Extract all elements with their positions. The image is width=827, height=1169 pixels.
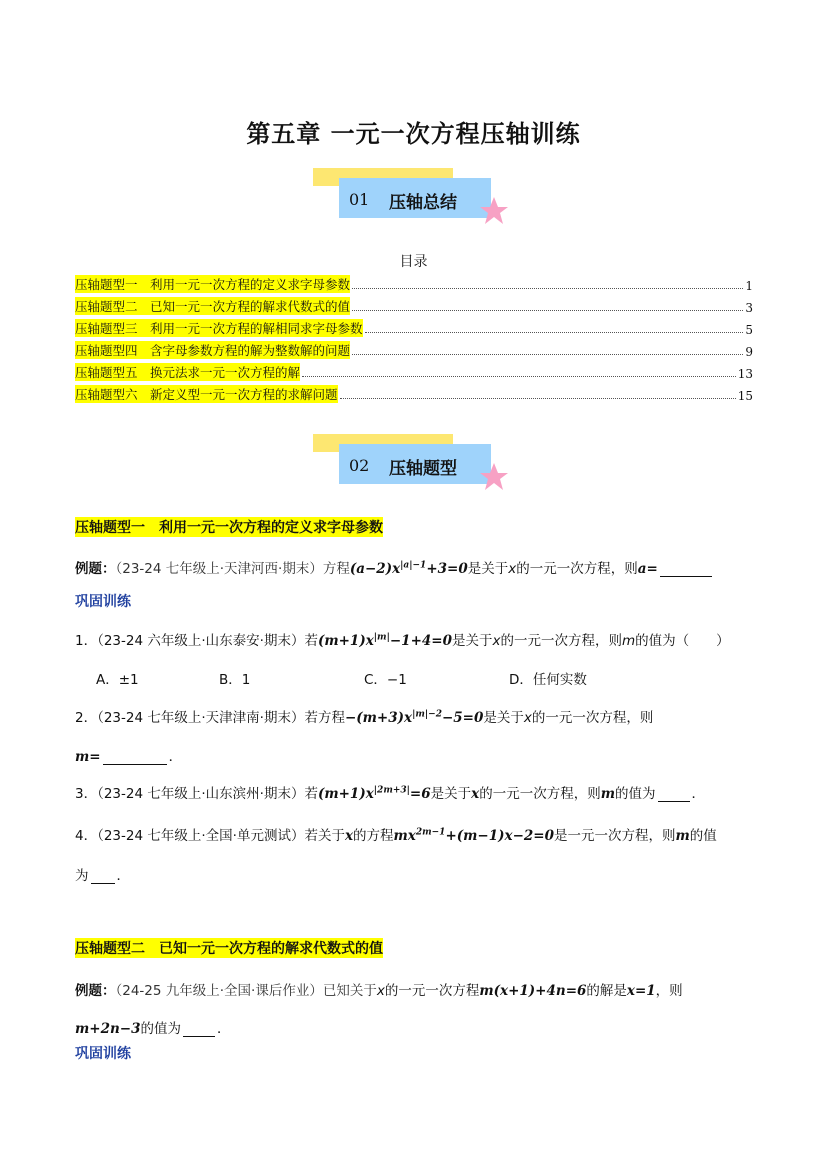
equation-exponent: |m|	[373, 632, 390, 643]
equation	[318, 633, 452, 649]
text: 的值为	[140, 1021, 182, 1037]
answer-blank[interactable]	[183, 1036, 215, 1037]
toc-item-label: 压轴题型四 含字母参数方程的解为整数解的问题	[75, 343, 351, 358]
equation	[394, 828, 554, 844]
solution: x=1	[626, 983, 656, 999]
toc-item[interactable]	[75, 315, 753, 337]
option-b[interactable]: B．1	[219, 672, 251, 688]
toc-item[interactable]	[75, 337, 753, 359]
equation-exponent: |2m+3|	[373, 785, 410, 796]
equation-exponent: |m|−2	[412, 709, 442, 720]
equation-exponent: 2m−1	[415, 827, 446, 838]
text: 的一元一次方程，则	[516, 561, 638, 577]
banner-title: 压轴题型	[389, 459, 457, 479]
equation-text: mx	[393, 828, 416, 844]
text: 是关于	[467, 561, 509, 577]
example-line2	[75, 1017, 231, 1037]
toc-item-label: 压轴题型五 换元法求一元一次方程的解	[75, 365, 301, 380]
text: 的一元一次方程	[384, 983, 480, 999]
toc-leader	[302, 376, 736, 377]
question-4-line2	[75, 864, 130, 884]
text: 的值为	[615, 786, 656, 802]
example-label: 例题：	[75, 561, 116, 577]
answer-var: a=	[637, 561, 658, 577]
toc-item-page: 3	[745, 301, 753, 315]
toc-item-label: 压轴题型六 新定义型一元一次方程的求解问题	[75, 387, 338, 402]
banner-number: 02	[349, 456, 370, 475]
section-heading: 压轴题型一 利用一元一次方程的定义求字母参数	[75, 517, 383, 537]
text: 的一元一次方程，则	[479, 786, 601, 802]
option-c[interactable]: C．−1	[364, 672, 407, 688]
answer-blank[interactable]	[658, 801, 690, 802]
answer-blank[interactable]	[91, 883, 115, 884]
text: ，则	[655, 983, 683, 999]
text: 是关于	[451, 633, 493, 649]
equation-text: (m+1)x	[317, 786, 374, 802]
question-3	[75, 782, 705, 802]
text: ．	[217, 1021, 231, 1037]
variable: x	[471, 786, 480, 802]
toc-item-page: 15	[737, 389, 753, 403]
question-source: 2．（23-24 七年级上·天津津南·期末）若方程	[75, 710, 345, 726]
equation-exponent: |a|−1	[400, 560, 427, 571]
equation-tail: =6	[409, 786, 431, 802]
text: 是一元一次方程，则	[554, 828, 676, 844]
practice-heading: 巩固训练	[75, 594, 131, 610]
toc-item-label: 压轴题型二 已知一元一次方程的解求代数式的值	[75, 299, 351, 314]
variable: m	[600, 786, 615, 802]
equation	[345, 710, 483, 726]
equation-text: −(m+3)x	[344, 710, 413, 726]
text: ．	[691, 786, 705, 802]
toc-item-label: 压轴题型三 利用一元一次方程的解相同求字母参数	[75, 321, 363, 336]
banner-number: 01	[349, 190, 370, 209]
toc-heading: 目录	[399, 254, 428, 270]
option-d[interactable]: D．任何实数	[509, 672, 587, 688]
text: ．	[116, 868, 130, 884]
question-source: 1．（23-24 六年级上·山东泰安·期末）若	[75, 633, 318, 649]
equation-text: (m+1)x	[317, 633, 374, 649]
banner-title: 压轴总结	[389, 193, 457, 213]
question-4	[75, 824, 717, 844]
answer-blank[interactable]	[103, 764, 167, 765]
toc-leader	[340, 398, 736, 399]
toc-leader	[352, 310, 743, 311]
toc-leader	[352, 354, 743, 355]
variable: x	[492, 633, 501, 649]
equation-tail: −5=0	[441, 710, 484, 726]
equation-text: (a−2)x	[349, 561, 401, 577]
example-source: （23-24 七年级上·天津河西·期末）方程	[115, 561, 350, 577]
variable: x	[523, 710, 532, 726]
equation-tail: +(m−1)x−2=0	[445, 828, 554, 844]
toc-item[interactable]	[75, 359, 753, 381]
text: 的方程	[353, 828, 394, 844]
text: 的值	[689, 828, 717, 844]
table-of-contents	[75, 271, 753, 403]
answer-var: m=	[75, 749, 101, 765]
star-icon	[479, 462, 509, 492]
text: 是关于	[430, 786, 472, 802]
text: 是关于	[483, 710, 524, 726]
star-icon	[479, 196, 509, 226]
toc-item[interactable]	[75, 271, 753, 293]
example-source: （24-25 九年级上·全国·课后作业）已知关于	[115, 983, 377, 999]
toc-item-page: 9	[745, 345, 753, 359]
toc-leader	[365, 332, 744, 333]
variable: x	[508, 561, 517, 577]
equation	[350, 561, 468, 577]
text: 的一元一次方程，则	[500, 633, 622, 649]
toc-item-label: 压轴题型一 利用一元一次方程的定义求字母参数	[75, 277, 351, 292]
text: 的解是	[586, 983, 627, 999]
section-banner-types	[313, 434, 513, 494]
section-banner-summary	[313, 168, 513, 228]
question-source: 3．（23-24 七年级上·山东滨州·期末）若	[75, 786, 318, 802]
question-2	[75, 706, 653, 726]
toc-item-page: 13	[737, 367, 753, 381]
variable: x	[376, 983, 385, 999]
answer-blank[interactable]	[660, 576, 712, 577]
option-a[interactable]: A．±1	[96, 672, 139, 688]
example-label: 例题：	[75, 983, 116, 999]
equation-tail: +3=0	[426, 561, 468, 577]
toc-item[interactable]	[75, 381, 753, 403]
text: 的一元一次方程，则	[531, 710, 654, 726]
text: 为	[75, 868, 89, 884]
toc-item[interactable]	[75, 293, 753, 315]
question-2-line2	[75, 745, 182, 765]
section-heading: 压轴题型二 已知一元一次方程的解求代数式的值	[75, 938, 383, 958]
variable: x	[344, 828, 354, 844]
question-source: 4．（23-24 七年级上·全国·单元测试）若关于	[75, 828, 345, 844]
expression: m+2n−3	[75, 1021, 141, 1037]
example-line	[75, 979, 683, 999]
toc-leader	[352, 288, 743, 289]
question-1	[75, 629, 730, 649]
variable: m	[621, 633, 636, 649]
variable: m	[675, 828, 690, 844]
example-line	[75, 557, 714, 577]
toc-item-page: 5	[745, 323, 753, 337]
text: ．	[168, 749, 183, 765]
practice-heading: 巩固训练	[75, 1046, 131, 1062]
equation	[318, 786, 431, 802]
equation: m(x+1)+4n=6	[479, 983, 587, 999]
document-title: 第五章 一元一次方程压轴训练	[246, 120, 581, 148]
equation-tail: −1+4=0	[389, 633, 452, 649]
text: 的值为（ ）	[635, 633, 730, 649]
toc-item-page: 1	[745, 279, 753, 293]
